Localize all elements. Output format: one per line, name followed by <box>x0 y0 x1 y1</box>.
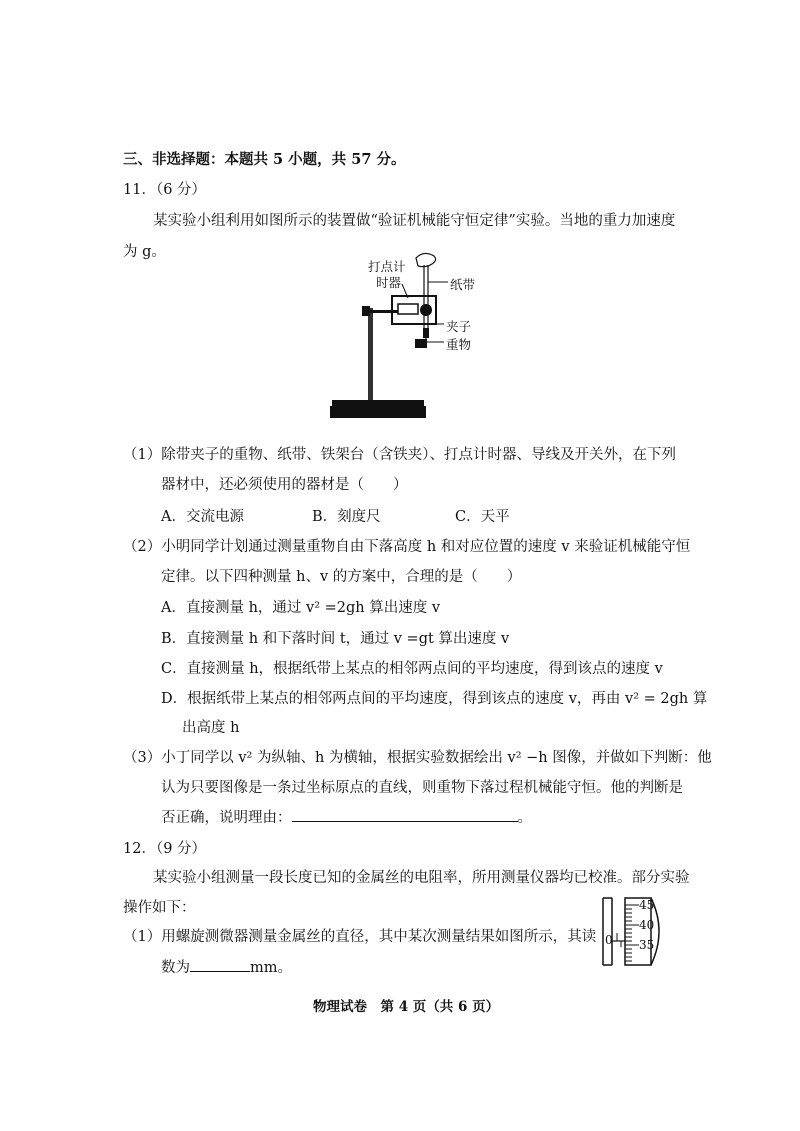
q11-p3-line3-prefix: 否正确，说明理由： <box>161 810 292 826</box>
micrometer-zero: 0 <box>605 933 613 947</box>
q11-p1-line1: （1）除带夹子的重物、纸带、铁架台（含铁夹）、打点计时器、导线及开关外，在下列 <box>123 447 676 463</box>
q11-p3-line3-suffix: 。 <box>517 810 532 826</box>
q11-p2-line1: （2）小明同学计划通过测量重物自由下落高度 h 和对应位置的速度 v 来验证机械能守恒 <box>123 539 691 555</box>
weight-label: 重物 <box>446 337 472 352</box>
q11-p2-option-b: B．直接测量 h 和下落时间 t，通过 v =gt 算出速度 v <box>161 631 510 647</box>
micrometer-tick-40: 40 <box>639 918 655 932</box>
q11-intro-line2: 为 g。 <box>123 244 166 260</box>
q11-p3-answer-blank[interactable] <box>292 807 518 822</box>
micrometer-figure <box>595 893 675 973</box>
q11-p3-line1: （3）小丁同学以 v² 为纵轴、h 为横轴，根据实验数据绘出 v² −h 图像，并做如下判断：他 <box>123 750 712 766</box>
q11-p2-line2: 定律。以下四种测量 h、v 的方案中，合理的是（ ） <box>161 569 522 585</box>
q12-p1-line2-suffix: mm。 <box>250 960 292 976</box>
q12-intro-line1: 某实验小组测量一段长度已知的金属丝的电阻率，所用测量仪器均已校准。部分实验 <box>153 870 690 886</box>
page-footer: 物理试卷 第 4 页（共 6 页） <box>313 999 500 1015</box>
tape-label: 纸带 <box>450 277 476 292</box>
clip-label: 夹子 <box>446 319 472 334</box>
section-heading: 三、非选择题：本题共 5 小题，共 57 分。 <box>123 151 406 168</box>
q11-p3-line2: 认为只要图像是一条过坐标原点的直线，则重物下落过程机械能守恒。他的判断是 <box>161 780 683 796</box>
micrometer-tick-35: 35 <box>639 938 655 952</box>
q11-number: 11．（6 分） <box>123 182 207 198</box>
q11-intro-line1: 某实验小组利用如图所示的装置做“验证机械能守恒定律”实验。当地的重力加速度 <box>153 213 676 229</box>
q11-p1-option-c: C．天平 <box>455 509 510 525</box>
q11-p1-option-b: B．刻度尺 <box>312 509 381 525</box>
micrometer-tick-45: 45 <box>639 898 655 912</box>
q12-p1-line2-prefix: 数为 <box>161 960 190 976</box>
q11-p2-option-d-line1: D．根据纸带上某点的相邻两点间的平均速度，得到该点的速度 v，再由 v² = 2gh 算 <box>161 691 708 707</box>
q12-p1-line1: （1）用螺旋测微器测量金属丝的直径，其中某次测量结果如图所示，其读 <box>123 929 597 945</box>
q11-p1-line2: 器材中，还必须使用的器材是（ ） <box>161 477 408 493</box>
q12-number: 12．（9 分） <box>123 841 207 857</box>
q12-p1-answer-blank[interactable] <box>190 957 250 972</box>
apparatus-figure <box>320 250 490 425</box>
q11-p1-option-a: A．交流电源 <box>161 509 244 525</box>
q11-p2-option-a: A．直接测量 h，通过 v² =2gh 算出速度 v <box>161 600 441 616</box>
timer-label-1: 打点计 <box>368 259 406 274</box>
q11-p3-line3 <box>161 806 532 827</box>
q12-intro-line2: 操作如下： <box>123 900 196 916</box>
timer-label-2: 时器 <box>376 275 402 290</box>
q11-p2-option-c: C．直接测量 h，根据纸带上某点的相邻两点间的平均速度，得到该点的速度 v <box>161 661 663 677</box>
q12-p1-line2 <box>161 956 292 977</box>
q11-p2-option-d-line2: 出高度 h <box>182 720 240 736</box>
